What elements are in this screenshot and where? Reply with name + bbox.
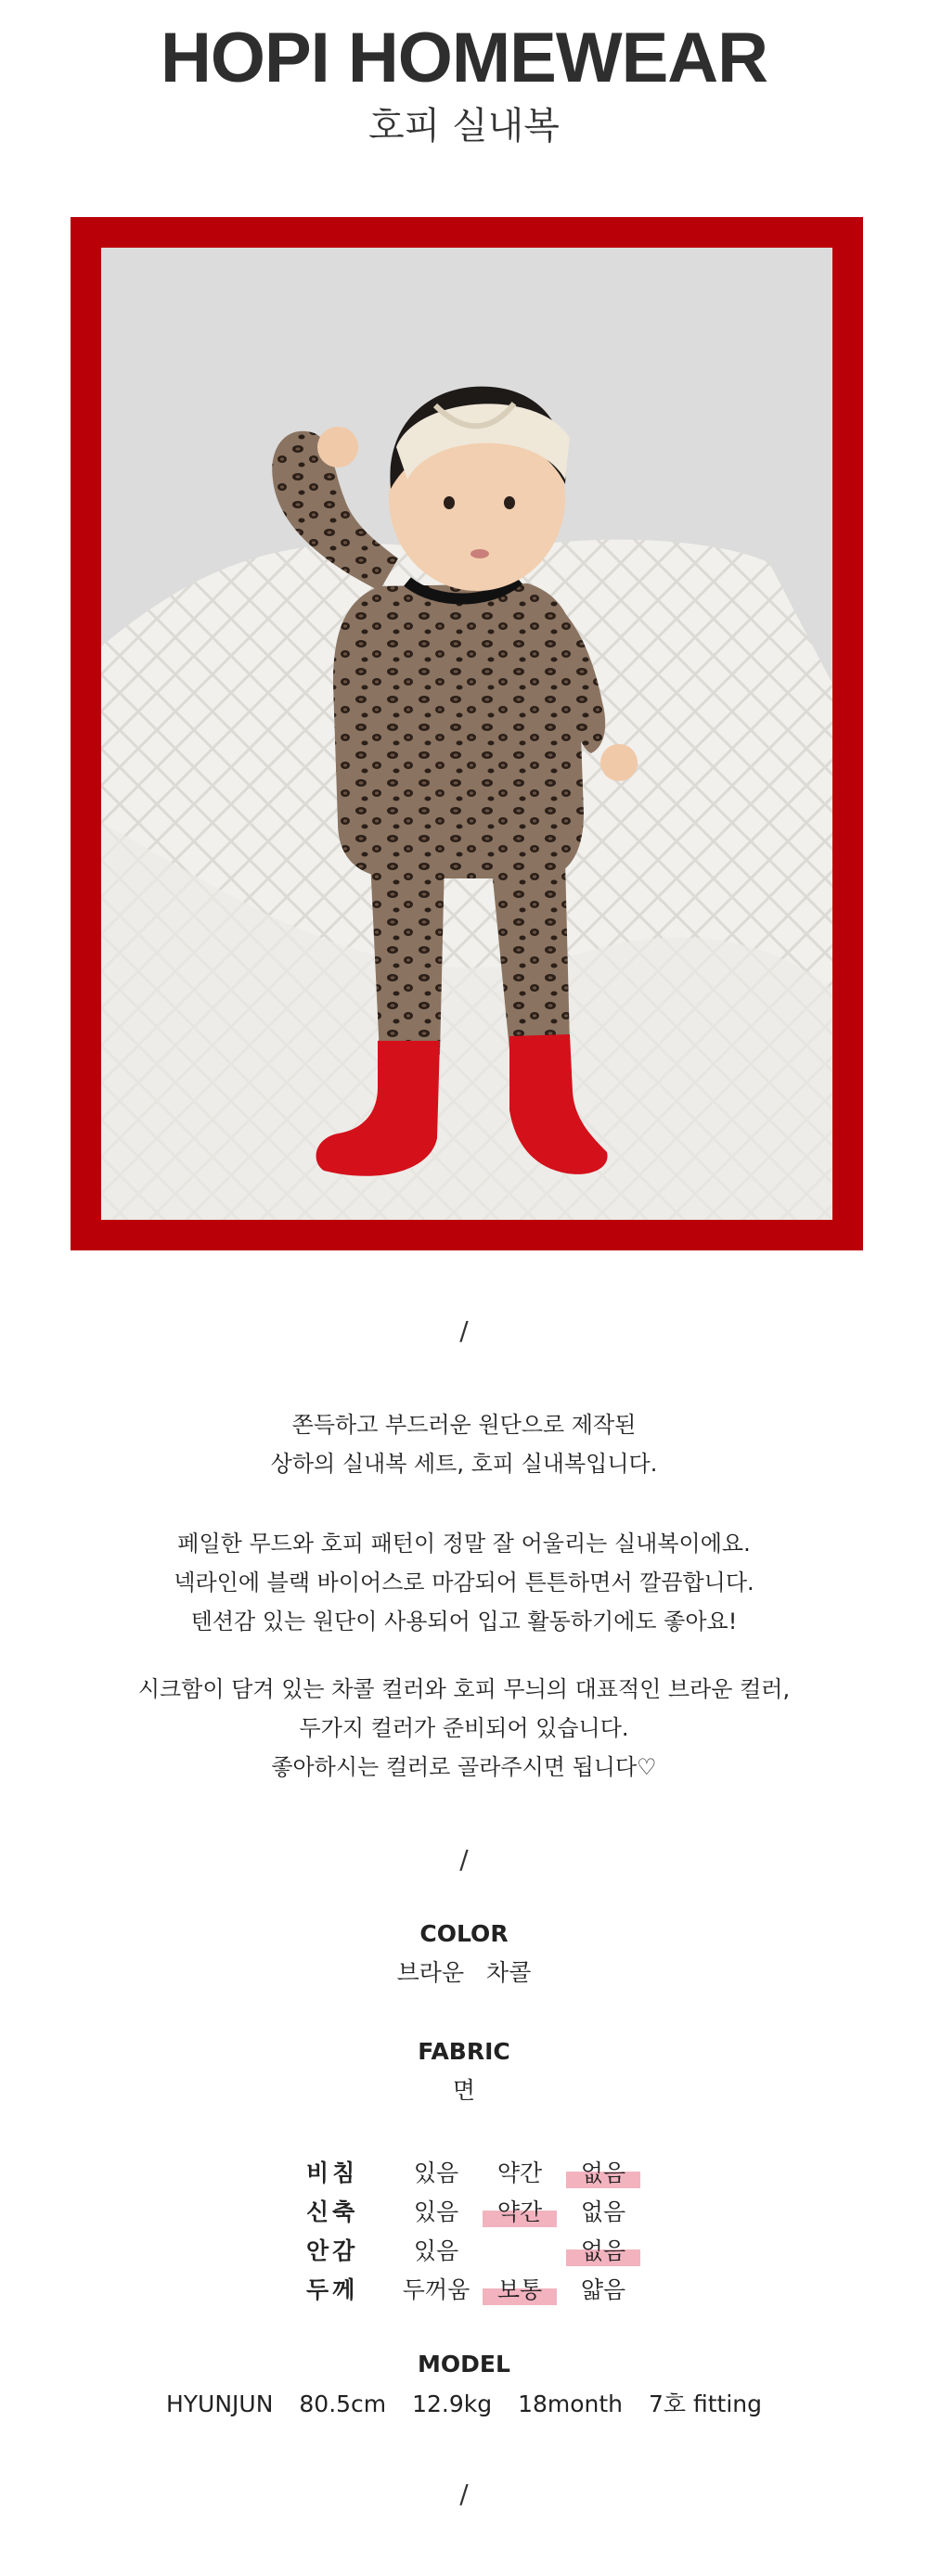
property-row-transparency xyxy=(306,2154,640,2193)
property-option-selected: 보통 xyxy=(483,2271,557,2310)
page-title: HOPI HOMEWEAR xyxy=(160,19,768,97)
property-name: 신축 xyxy=(306,2198,359,2225)
color-values xyxy=(0,1957,928,1989)
model-height: 80.5cm xyxy=(299,2390,387,2417)
fabric-value: 면 xyxy=(452,2077,476,2104)
description-line: 좋아하시는 컬러로 골라주시면 됩니다♡ xyxy=(271,1754,657,1780)
property-name: 두께 xyxy=(306,2276,359,2303)
property-option: 있음 xyxy=(413,2237,459,2264)
model-weight: 12.9kg xyxy=(412,2390,493,2417)
property-option: 두꺼움 xyxy=(402,2276,470,2303)
property-option-selected: 없음 xyxy=(566,2232,640,2271)
property-row-stretch xyxy=(306,2193,640,2232)
property-option-selected: 약간 xyxy=(483,2193,557,2232)
property-option-selected: 없음 xyxy=(566,2154,640,2193)
property-name: 안감 xyxy=(306,2237,359,2264)
color-label: COLOR xyxy=(419,1920,509,1947)
model-fitting: 7호 fitting xyxy=(648,2390,762,2417)
property-option: 있음 xyxy=(413,2159,459,2186)
fabric-properties-table xyxy=(306,2154,640,2310)
page-subtitle: 호피 실내복 xyxy=(368,105,560,147)
description-paragraph-3 xyxy=(0,1670,928,1787)
description-line: 넥라인에 블랙 바이어스로 마감되어 튼튼하면서 깔끔합니다. xyxy=(174,1570,754,1596)
separator: / xyxy=(459,2479,469,2509)
description-line: 시크함이 담겨 있는 차콜 컬러와 호피 무늬의 대표적인 브라운 컬러, xyxy=(137,1676,791,1702)
description-line: 쫀득하고 부드러운 원단으로 제작된 xyxy=(291,1412,637,1438)
color-option: 브라운 xyxy=(396,1959,465,1986)
property-option: 없음 xyxy=(580,2198,626,2225)
property-option: 있음 xyxy=(413,2198,459,2225)
description-line: 페일한 무드와 호피 패턴이 정말 잘 어울리는 실내복이에요. xyxy=(177,1531,751,1557)
fabric-label: FABRIC xyxy=(418,2038,510,2065)
property-row-lining xyxy=(306,2232,640,2271)
product-photo xyxy=(101,248,832,1220)
property-name: 비침 xyxy=(306,2159,359,2186)
color-option: 차콜 xyxy=(486,1959,532,1986)
product-photo-frame xyxy=(71,217,863,1250)
description-paragraph-1 xyxy=(0,1405,928,1483)
model-name: HYUNJUN xyxy=(165,2390,274,2417)
model-age: 18month xyxy=(518,2390,624,2417)
separator: / xyxy=(459,1844,469,1875)
description-line: 텐션감 있는 원단이 사용되어 입고 활동하기에도 좋아요! xyxy=(190,1608,738,1634)
description-line: 두가지 컬러가 준비되어 있습니다. xyxy=(299,1715,629,1741)
model-label: MODEL xyxy=(418,2351,510,2377)
description-line: 상하의 실내복 세트, 호피 실내복입니다. xyxy=(270,1451,658,1477)
description-paragraph-2 xyxy=(0,1524,928,1641)
property-row-thickness xyxy=(306,2271,640,2310)
property-option: 얇음 xyxy=(580,2276,626,2303)
separator: / xyxy=(459,1315,469,1346)
property-option: 약간 xyxy=(496,2159,543,2186)
model-values xyxy=(0,2389,928,2420)
